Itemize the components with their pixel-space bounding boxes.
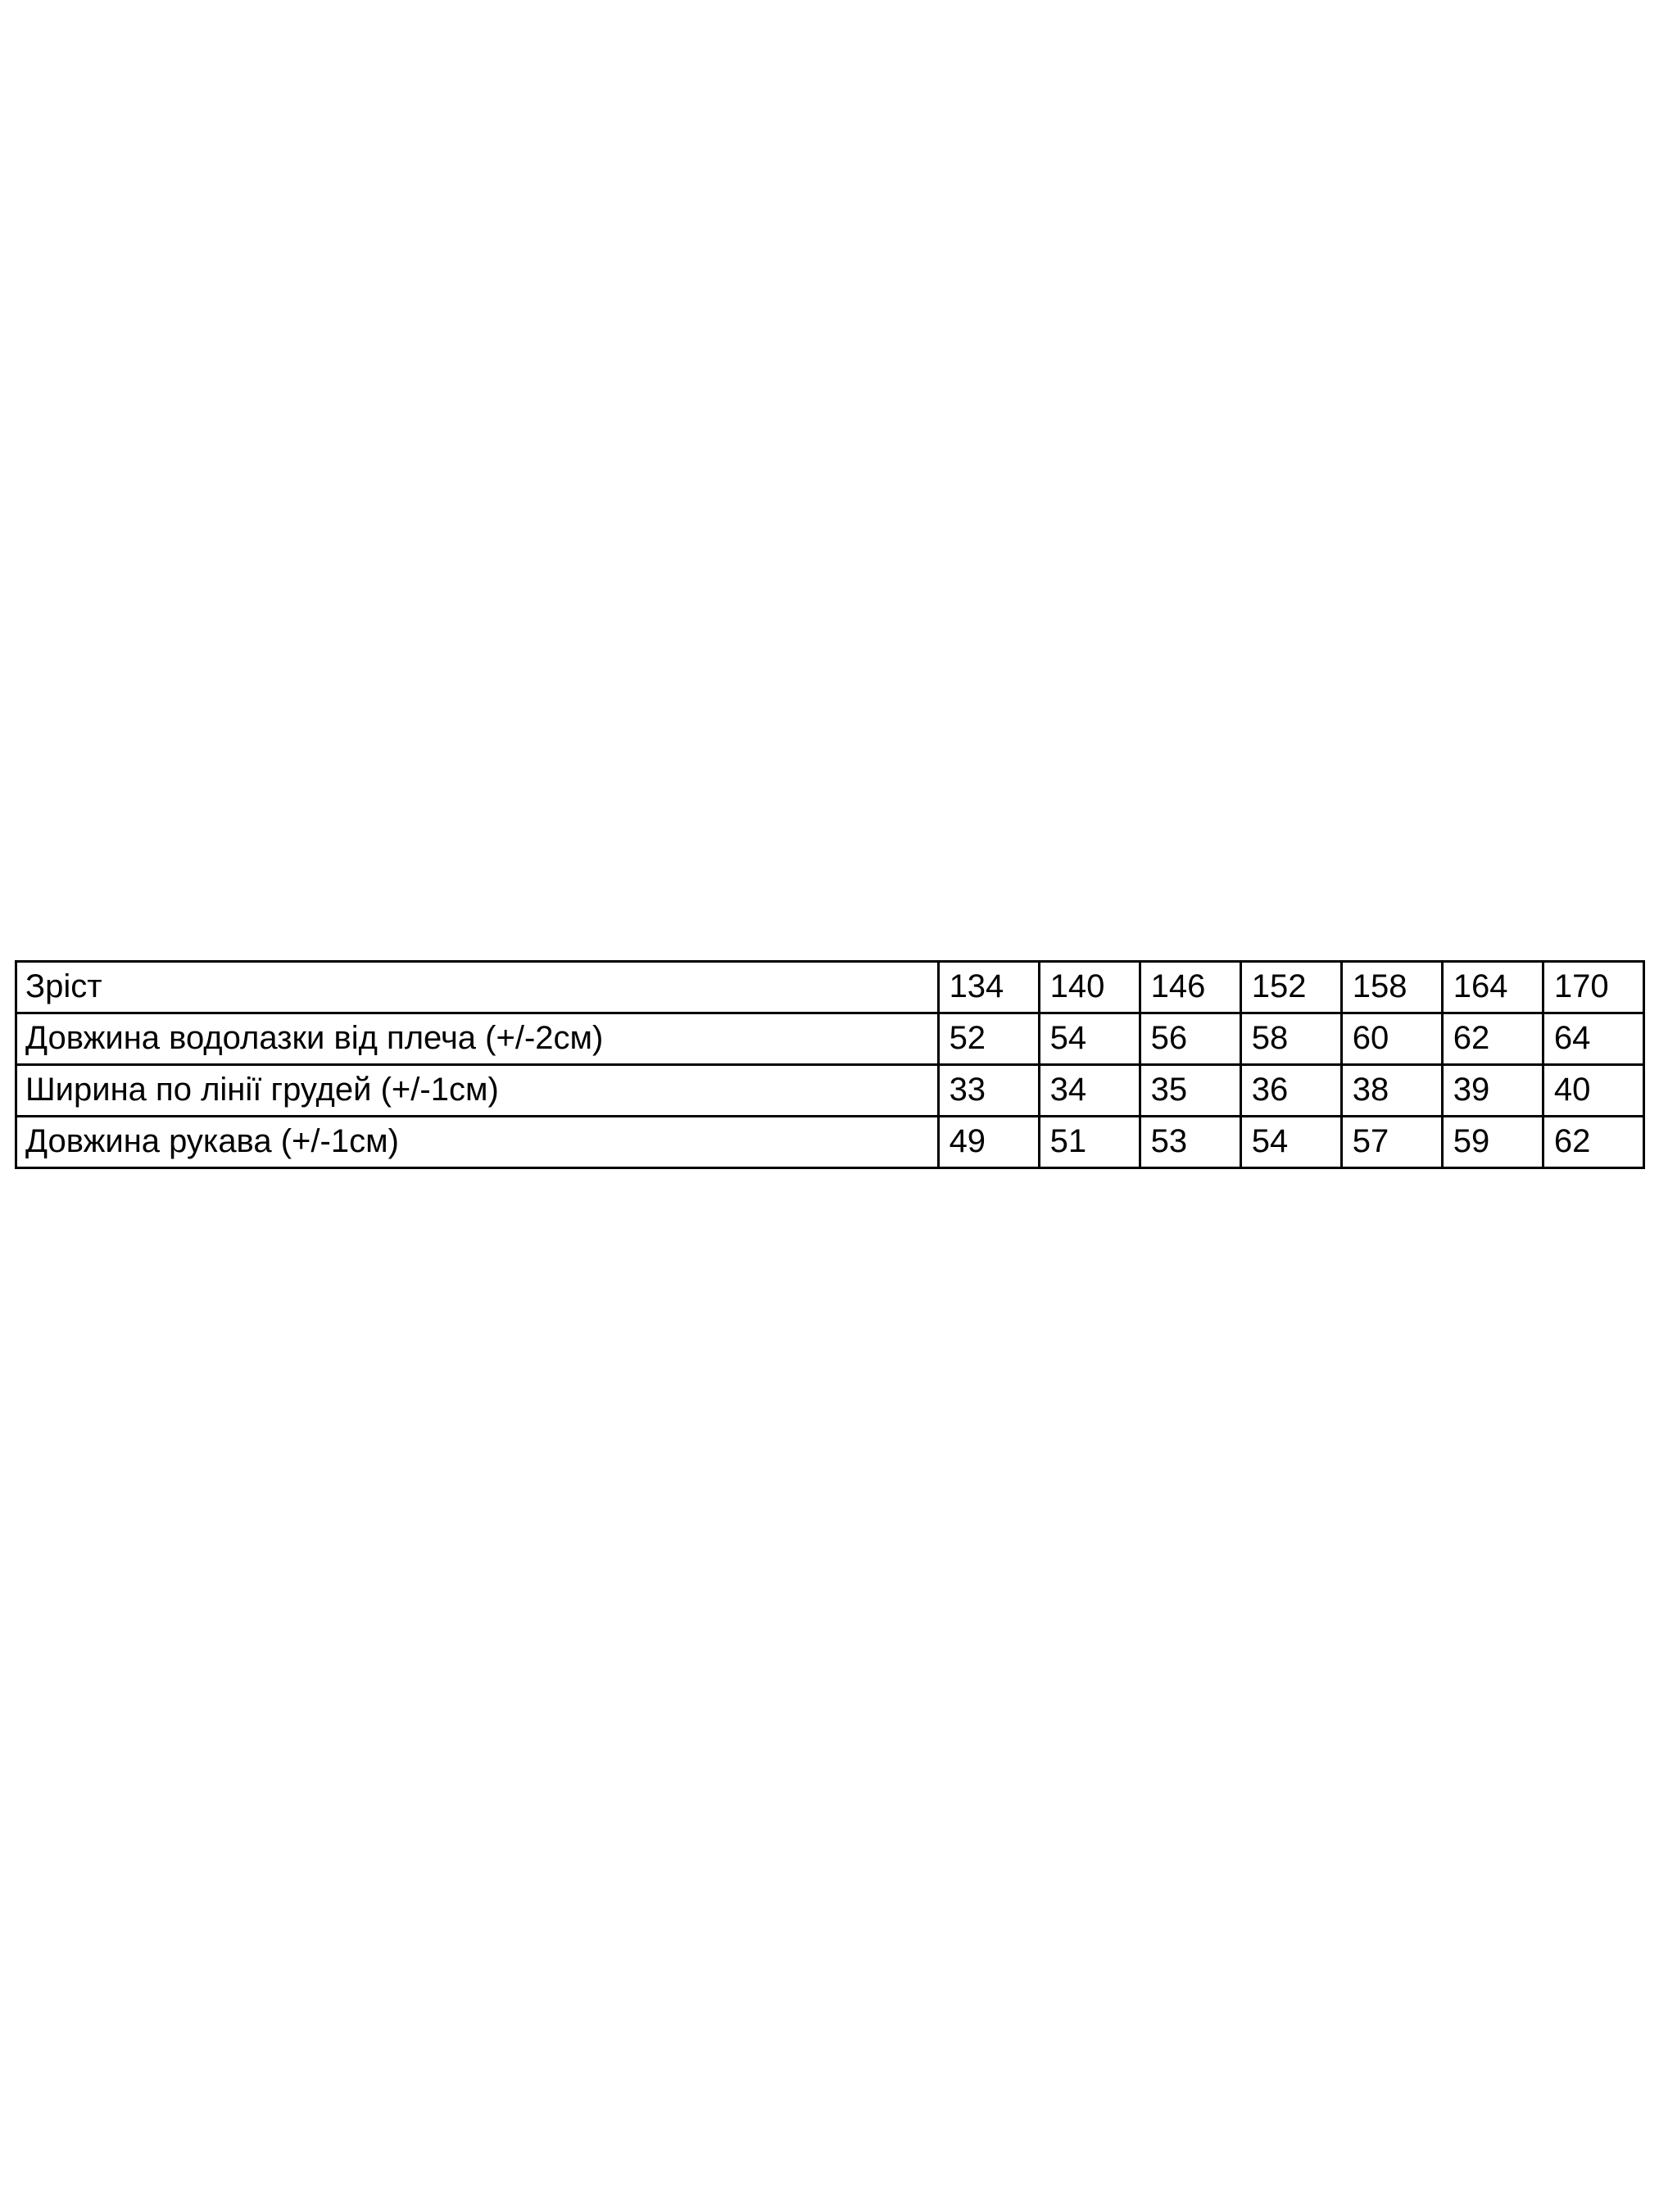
cell-value: 170	[1543, 962, 1643, 1013]
cell-value: 33	[938, 1065, 1039, 1117]
cell-value: 164	[1442, 962, 1543, 1013]
cell-value: 158	[1341, 962, 1442, 1013]
cell-value: 64	[1543, 1013, 1643, 1065]
cell-value: 57	[1341, 1117, 1442, 1168]
size-chart	[15, 960, 1645, 1169]
cell-value: 36	[1240, 1065, 1341, 1117]
cell-value: 54	[1240, 1117, 1341, 1168]
size-table	[15, 960, 1645, 1169]
cell-value: 140	[1039, 962, 1140, 1013]
row-label: Зріст	[16, 962, 939, 1013]
cell-value: 56	[1140, 1013, 1240, 1065]
table-row	[16, 1117, 1644, 1168]
cell-value: 146	[1140, 962, 1240, 1013]
cell-value: 62	[1543, 1117, 1643, 1168]
cell-value: 34	[1039, 1065, 1140, 1117]
cell-value: 39	[1442, 1065, 1543, 1117]
cell-value: 134	[938, 962, 1039, 1013]
cell-value: 40	[1543, 1065, 1643, 1117]
cell-value: 62	[1442, 1013, 1543, 1065]
row-label: Довжина водолазки від плеча (+/-2см)	[16, 1013, 939, 1065]
row-label: Ширина по лінії грудей (+/-1см)	[16, 1065, 939, 1117]
cell-value: 60	[1341, 1013, 1442, 1065]
cell-value: 51	[1039, 1117, 1140, 1168]
table-row	[16, 1013, 1644, 1065]
cell-value: 38	[1341, 1065, 1442, 1117]
size-table-body	[16, 962, 1644, 1168]
table-row	[16, 1065, 1644, 1117]
table-row	[16, 962, 1644, 1013]
cell-value: 59	[1442, 1117, 1543, 1168]
cell-value: 152	[1240, 962, 1341, 1013]
cell-value: 58	[1240, 1013, 1341, 1065]
cell-value: 53	[1140, 1117, 1240, 1168]
cell-value: 49	[938, 1117, 1039, 1168]
row-label: Довжина рукава (+/-1см)	[16, 1117, 939, 1168]
cell-value: 35	[1140, 1065, 1240, 1117]
cell-value: 52	[938, 1013, 1039, 1065]
cell-value: 54	[1039, 1013, 1140, 1065]
